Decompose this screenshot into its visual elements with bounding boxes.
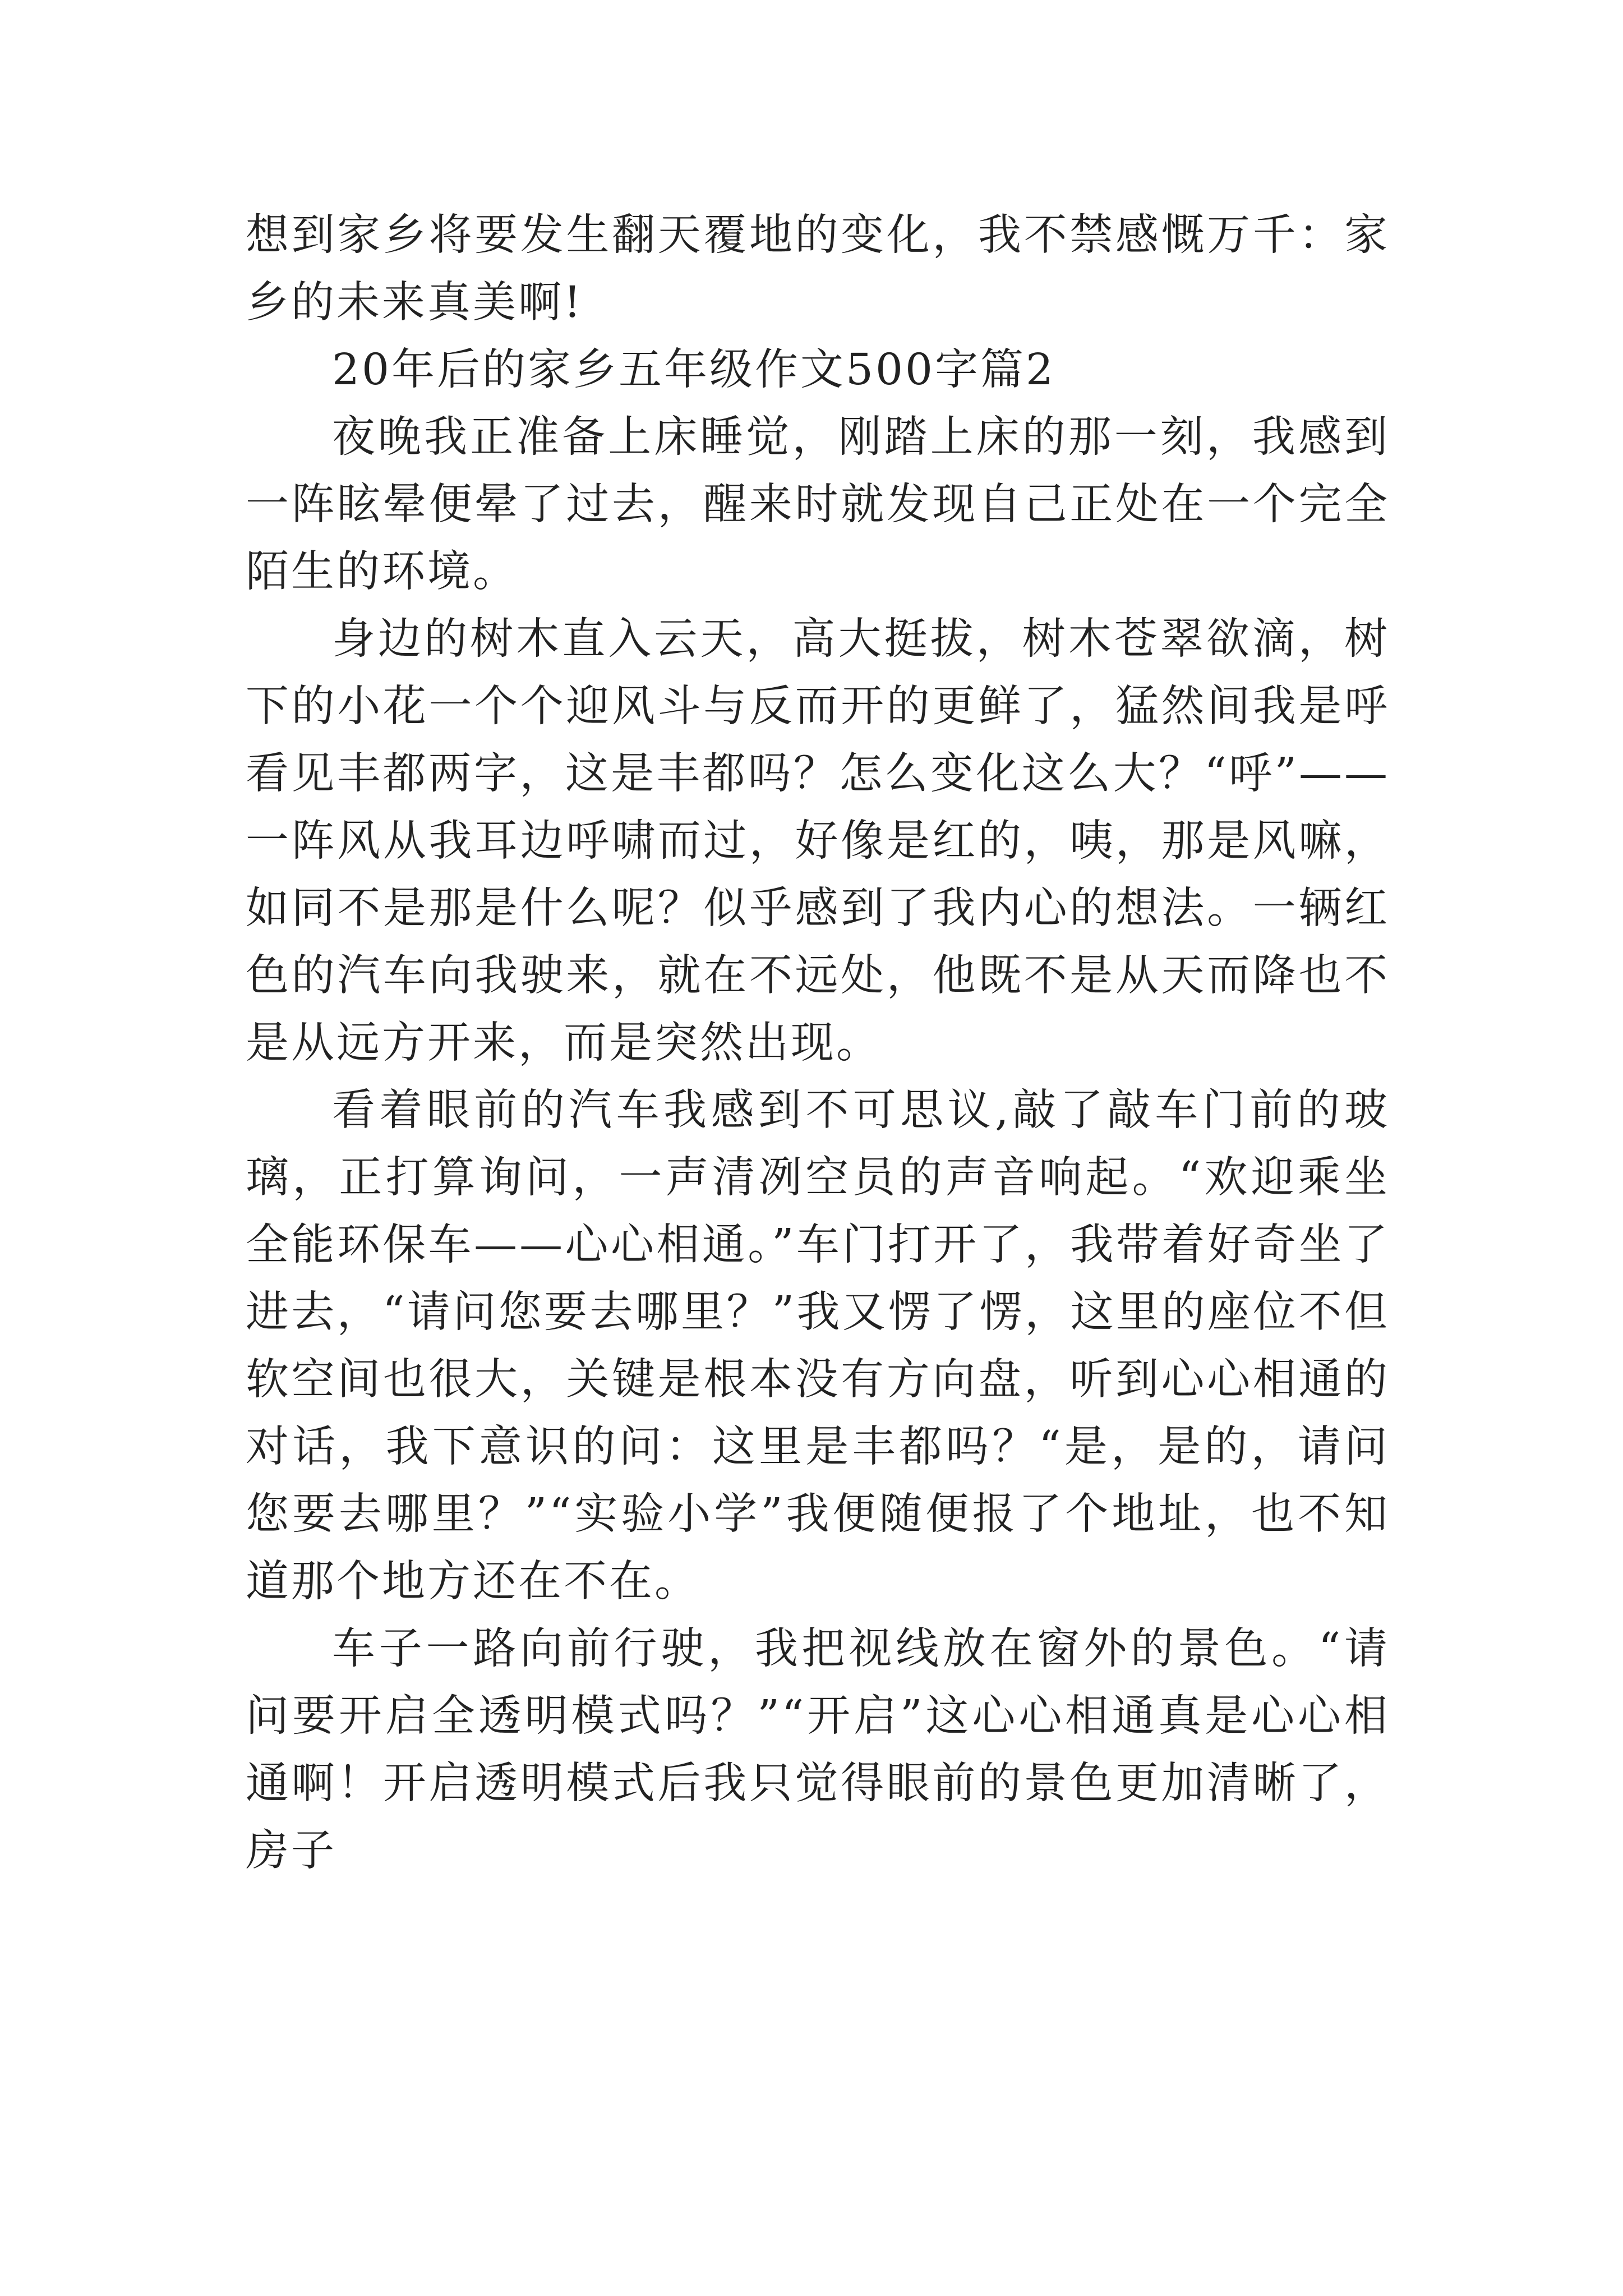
section-heading: 20年后的家乡五年级作文500字篇2 <box>332 345 1055 395</box>
paragraph-car: 看着眼前的汽车我感到不可思议,敲了敲车门前的玻璃，正打算询问，一声清冽空员的声音响起。“欢迎乘坐全能环保车——心心相通。”车门打开了，我带着好奇坐了进去，“请问您要去哪里？”我又愣了愣，这里的座位不但软空间也很大，关键是根本没有方向盘，听到心心相通的对话，我下意识的问：这里是丰都吗？“是，是的，请问您要去哪里？”“实验小学”我便随便报了个地址，也不知道那个地方还在不在。 <box>246 1085 1390 1607</box>
paragraph-trees: 身边的树木直入云天，高大挺拔，树木苍翠欲滴，树下的小花一个个迎风斗与反而开的更鲜了，猛然间我是呼看见丰都两字，这是丰都吗？怎么变化这么大？“呼”——一阵风从我耳边呼啸而过，好像是红的，咦，那是风嘛，如同不是那是什么呢？似乎感到了我内心的想法。一辆红色的汽车向我驶来，就在不远处，他既不是从天而降也不是从远方开来，而是突然出现。 <box>246 614 1390 1068</box>
document-body <box>246 202 1390 1885</box>
paragraph-drive: 车子一路向前行驶，我把视线放在窗外的景色。“请问要开启全透明模式吗？”“开启”这心心相通真是心心相通啊！开启透明模式后我只觉得眼前的景色更加清晰了，房子 <box>246 1624 1390 1876</box>
paragraph-intro-ending: 想到家乡将要发生翻天覆地的变化，我不禁感慨万千：家乡的未来真美啊! <box>246 210 1390 328</box>
paragraph-night: 夜晚我正准备上床睡觉，刚踏上床的那一刻，我感到一阵眩晕便晕了过去，醒来时就发现自己正处在一个完全陌生的环境。 <box>246 412 1390 597</box>
